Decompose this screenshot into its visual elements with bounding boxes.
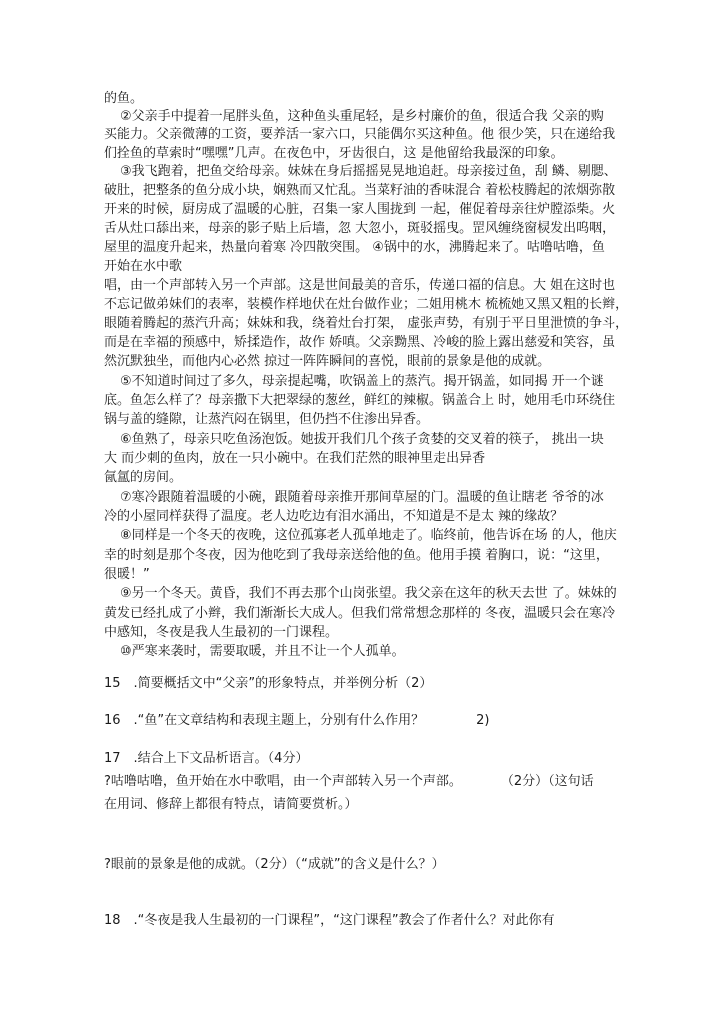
passage-line: 眼随着腾起的蒸汽升高；妹妹和我，绕着灶台打架， 虚张声势，有别于平日里泄愤的争斗， [104, 316, 629, 331]
passage-line: 幸的时刻是那个冬夜，因为他吃到了我母亲送给他的鱼。他用手摸 着胸口，说：“这里， [104, 548, 609, 563]
passage-line: 然沉默独坐，而他内心必然 掠过一阵阵瞬间的喜悦，眼前的景象是他的成就。 [104, 354, 551, 369]
question-18: 18 .“冬夜是我人生最初的一门课程”，“这门课程”教会了作者什么？对此你有 [104, 913, 555, 928]
passage-line: 很暖！” [104, 567, 150, 582]
passage-line: 而是在幸福的预感中，矫揉造作，故作 娇嗔。父亲黝黑、冷峻的脸上露出慈爱和笑容，虽 [104, 335, 616, 350]
passage-line: 买能力。父亲微薄的工资，要养活一家六口，只能偶尔买这种鱼。他 很少笑，只在递给我 [104, 127, 616, 142]
passage-line: 中感知，冬夜是我人生最初的一门课程。 [104, 625, 339, 640]
passage-line: ⑨另一个冬天。黄昏，我们不再去那个山岗张望。我父亲在这年的秋天去世 了。妹妹的 [120, 586, 617, 601]
question-15: 15 .简要概括文中“父亲”的形象特点，并举例分析（2） [104, 676, 433, 691]
passage-line: 屋里的温度升起来，热量向着寒 冷四散突围。 ④锅中的水，沸腾起来了。咕噜咕噜，鱼 [104, 240, 605, 255]
question-17-item-1-cont: 在用词、修辞上都很有特点，请简要赏析。） [104, 797, 358, 812]
passage-line: 氤氲的房间。 [104, 470, 183, 485]
passage-line: 冷的小屋同样获得了温度。老人边吃边有泪水涌出，不知道是不是太 辣的缘故？ [104, 509, 564, 524]
passage-line: 唱，由一个声部转入另一个声部。这是世间最美的音乐，传递口福的信息。大 姐在这时也 [104, 278, 616, 293]
question-17-item-1: ?咕噜咕噜，鱼开始在水中歌唱，由一个声部转入另一个声部。 （2分）（这句话 [104, 774, 594, 789]
passage-line: ⑩严寒来袭时，需要取暖，并且不让一个人孤单。 [120, 644, 405, 659]
passage-line: ②父亲手中提着一尾胖头鱼，这种鱼头重尾轻，是乡村廉价的鱼，很适合我 父亲的购 [120, 109, 604, 124]
passage-line: ⑥鱼熟了，母亲只吃鱼汤泡饭。她拔开我们几个孩子贪婪的交叉着的筷子， 挑出一块 [120, 432, 604, 447]
question-16: 16 .“鱼”在文章结构和表现主题上，分别有什么作用？ 2) [104, 713, 490, 728]
passage-line: ⑧同样是一个冬天的夜晚，这位孤寡老人孤单地走了。临终前，他告诉在场 的人，他庆 [120, 528, 617, 543]
passage-line: 们拴鱼的草索时“嘿嘿”几声。在夜色中，牙齿很白，这 是他留给我最深的印象。 [104, 146, 564, 161]
passage-line: 破肚，把整条的鱼分成小块，娴熟而又忙乱。当菜籽油的香味混合 着松枝腾起的浓烟弥散 [104, 183, 616, 198]
passage-line: 开始在水中歌 [104, 259, 183, 274]
passage-line: 不忘记做弟妹们的表率，装模作样地伏在灶台做作业；二姐用桃木 梳梳她又黑又粗的长辫， [104, 297, 629, 312]
question-17: 17 .结合上下文品析语言。（4分） [104, 751, 309, 766]
passage-line: 底。鱼怎么样了？母亲撒下大把翠绿的葱丝，鲜红的辣椒。锅盖合上 时，她用毛巾环绕住 [104, 393, 616, 408]
passage-line: 大 而少刺的鱼肉，放在一只小碗中。在我们茫然的眼神里走出异香 [104, 451, 486, 466]
passage-line: 的鱼。 [104, 91, 144, 106]
passage-line: 锅与盖的缝隙，让蒸汽闷在锅里，但仍挡不住渗出异香。 [104, 412, 430, 427]
passage-line: 开来的时候，厨房成了温暖的心脏，召集一家人围拢到 一起，催促着母亲往炉膛添柴。火 [104, 202, 616, 217]
passage-line: 黄发已经扎成了小辫，我们渐渐长大成人。但我们常常想念那样的 冬夜，温暖只会在寒冷 [104, 606, 616, 621]
passage-line: ③我飞跑着，把鱼交给母亲。妹妹在身后摇摇晃晃地追赶。母亲接过鱼，刮 鳞、剔腮、 [120, 164, 617, 179]
passage-line: ⑤不知道时间过了多久，母亲提起嘴，吹锅盖上的蒸汽。揭开锅盖，如同揭 开一个谜 [120, 374, 604, 389]
passage-line: ⑦寒冷跟随着温暖的小碗，跟随着母亲推开那间草屋的门。温暖的鱼让瞎老 爷爷的冰 [120, 490, 604, 505]
passage-line: 舌从灶口舔出来，母亲的影子贴上后墙，忽 大忽小，斑驳摇曳。罡风缠绕窗棂发出呜咽， [104, 221, 616, 236]
question-17-item-2: ?眼前的景象是他的成就。（2分）（“成就”的含义是什么？） [104, 857, 445, 872]
